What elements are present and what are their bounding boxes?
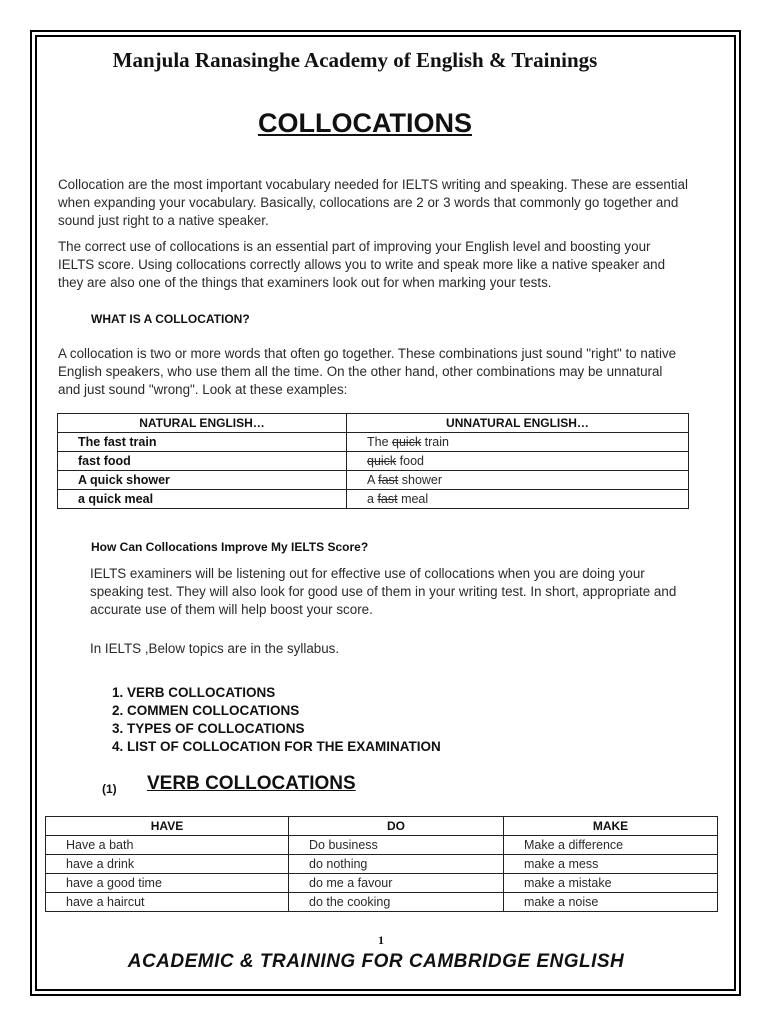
what-body: A collocation is two or more words that often go together. These combinations just sound "right" to native English speakers, who use them all the time. On the other hand, other combinations may be unnatural and just sound "wrong". Look at these examples:	[58, 346, 677, 397]
table-row	[46, 855, 718, 874]
unnatural-cell: The quick train	[347, 433, 689, 452]
table-row	[58, 433, 689, 452]
column-header: HAVE	[46, 817, 289, 836]
verb-collocations-table	[45, 816, 718, 912]
table-cell: have a drink	[46, 855, 289, 874]
unnatural-cell: a fast meal	[347, 490, 689, 509]
table-row	[58, 471, 689, 490]
table-cell: do the cooking	[289, 893, 504, 912]
table-row	[58, 490, 689, 509]
footer-text: ACADEMIC & TRAINING FOR CAMBRIDGE ENGLISH	[127, 951, 625, 972]
column-header: DO	[289, 817, 504, 836]
table-row	[58, 452, 689, 471]
page-number: 1	[378, 933, 384, 947]
list-item: 1. VERB COLLOCATIONS	[112, 685, 276, 700]
unnatural-cell: quick food	[347, 452, 689, 471]
table-header-row	[46, 817, 718, 836]
table-row	[46, 836, 718, 855]
list-item: 2. COMMEN COLLOCATIONS	[112, 703, 300, 718]
what-heading: WHAT IS A COLLOCATION?	[91, 312, 250, 326]
table-cell: Have a bath	[46, 836, 289, 855]
list-item: 3. TYPES OF COLLOCATIONS	[112, 721, 305, 736]
table-cell: make a noise	[504, 893, 718, 912]
academy-name: Manjula Ranasinghe Academy of English & Trainings	[112, 48, 598, 72]
table-cell: have a haircut	[46, 893, 289, 912]
intro-paragraph-1: Collocation are the most important vocabulary needed for IELTS writing and speaking. These are essential when expanding your vocabulary. Basically, collocations are 2 or 3 words that commonly go together and sound just right to a native speaker.	[58, 177, 688, 228]
table-cell: do nothing	[289, 855, 504, 874]
natural-cell: A quick shower	[58, 471, 347, 490]
topics-list	[112, 684, 441, 756]
page-title: COLLOCATIONS	[258, 108, 472, 138]
examples-table	[57, 413, 689, 509]
intro-paragraph-2: The correct use of collocations is an essential part of improving your English level and boosting your IELTS score. Using collocations correctly allows you to write and speak more like a native speaker and they are also one of the things that examiners look out for when marking your tests.	[58, 239, 666, 290]
list-item: 4. LIST OF COLLOCATION FOR THE EXAMINATION	[112, 739, 441, 754]
natural-cell: a quick meal	[58, 490, 347, 509]
section-title: VERB COLLOCATIONS	[147, 773, 356, 794]
improve-body: IELTS examiners will be listening out for effective use of collocations when you are doing your speaking test. They will also look for good use of them in your writing test. In short, appropriate and accurate use of them will help boost your score.	[90, 566, 677, 617]
column-header: NATURAL ENGLISH…	[58, 414, 347, 433]
table-cell: Do business	[289, 836, 504, 855]
natural-cell: The fast train	[58, 433, 347, 452]
table-row	[46, 893, 718, 912]
section-number: (1)	[102, 782, 117, 796]
table-cell: make a mess	[504, 855, 718, 874]
table-cell: Make a difference	[504, 836, 718, 855]
improve-heading: How Can Collocations Improve My IELTS Score?	[91, 540, 369, 554]
table-cell: do me a favour	[289, 874, 504, 893]
table-cell: have a good time	[46, 874, 289, 893]
table-header-row	[58, 414, 689, 433]
topics-intro: In IELTS ,Below topics are in the syllabus.	[90, 641, 340, 656]
table-row	[46, 874, 718, 893]
table-cell: make a mistake	[504, 874, 718, 893]
column-header: MAKE	[504, 817, 718, 836]
natural-cell: fast food	[58, 452, 347, 471]
unnatural-cell: A fast shower	[347, 471, 689, 490]
column-header: UNNATURAL ENGLISH…	[347, 414, 689, 433]
